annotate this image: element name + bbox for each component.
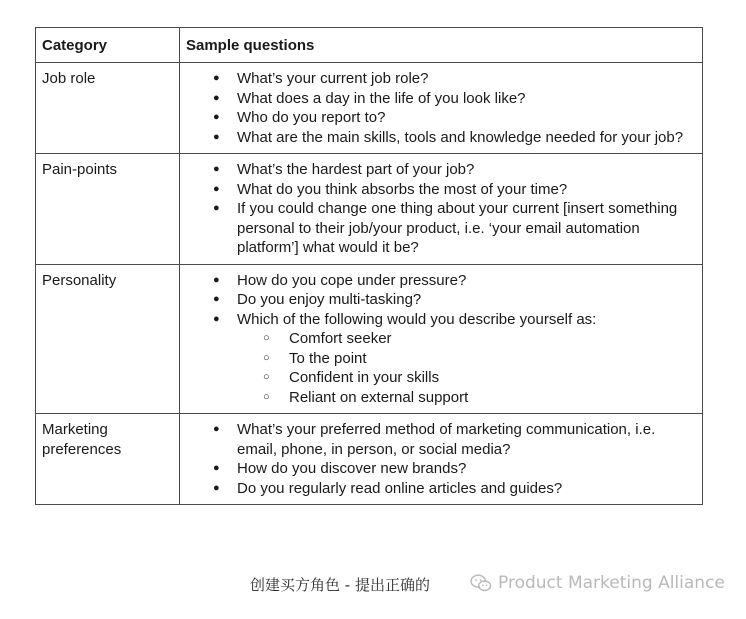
option-item: ○ Comfort seeker — [237, 329, 696, 349]
question-list — [186, 420, 696, 498]
question-text: Which of the following would you describe yourself as: — [237, 310, 597, 328]
option-item: ○ Reliant on external support — [237, 388, 696, 408]
option-item: ○ To the point — [237, 349, 696, 369]
option-list — [237, 329, 696, 407]
category-cell: Personality — [36, 264, 180, 414]
image-caption: 创建买方角色 - 提出正确的 — [250, 576, 430, 594]
wechat-icon — [470, 573, 492, 593]
watermark — [470, 573, 725, 593]
question-item: ● Do you enjoy multi-tasking? — [186, 290, 696, 310]
question-list — [186, 160, 696, 258]
table-row — [36, 154, 703, 265]
table-row — [36, 264, 703, 414]
question-item — [186, 310, 696, 408]
option-item: ○ Confident in your skills — [237, 368, 696, 388]
header-sample-questions: Sample questions — [180, 28, 703, 63]
watermark-text: Product Marketing Alliance — [498, 573, 725, 593]
question-item: ● What do you think absorbs the most of your time? — [186, 180, 696, 200]
question-item: ● If you could change one thing about your current [insert something personal to their job/your product, i.e. ‘your email automation platform’] what would it be? — [186, 199, 696, 258]
question-item: ● What’s the hardest part of your job? — [186, 160, 696, 180]
question-item: ● What’s your preferred method of marketing communication, i.e. email, phone, in person, or social media? — [186, 420, 696, 459]
question-item: ● What does a day in the life of you look like? — [186, 89, 696, 109]
question-item: ● Who do you report to? — [186, 108, 696, 128]
questions-cell — [180, 264, 703, 414]
question-item: ● Do you regularly read online articles and guides? — [186, 479, 696, 499]
category-cell: Marketing preferences — [36, 414, 180, 505]
questions-cell — [180, 154, 703, 265]
question-item: ● How do you discover new brands? — [186, 459, 696, 479]
question-list — [186, 69, 696, 147]
question-item: ● What’s your current job role? — [186, 69, 696, 89]
category-cell: Pain-points — [36, 154, 180, 265]
category-cell: Job role — [36, 63, 180, 154]
questions-table — [35, 27, 703, 505]
table-row — [36, 63, 703, 154]
question-item: ● How do you cope under pressure? — [186, 271, 696, 291]
question-item: ● What are the main skills, tools and knowledge needed for your job? — [186, 128, 696, 148]
table-header-row — [36, 28, 703, 63]
questions-cell — [180, 414, 703, 505]
question-list — [186, 271, 696, 408]
questions-cell — [180, 63, 703, 154]
table-row — [36, 414, 703, 505]
header-category: Category — [36, 28, 180, 63]
